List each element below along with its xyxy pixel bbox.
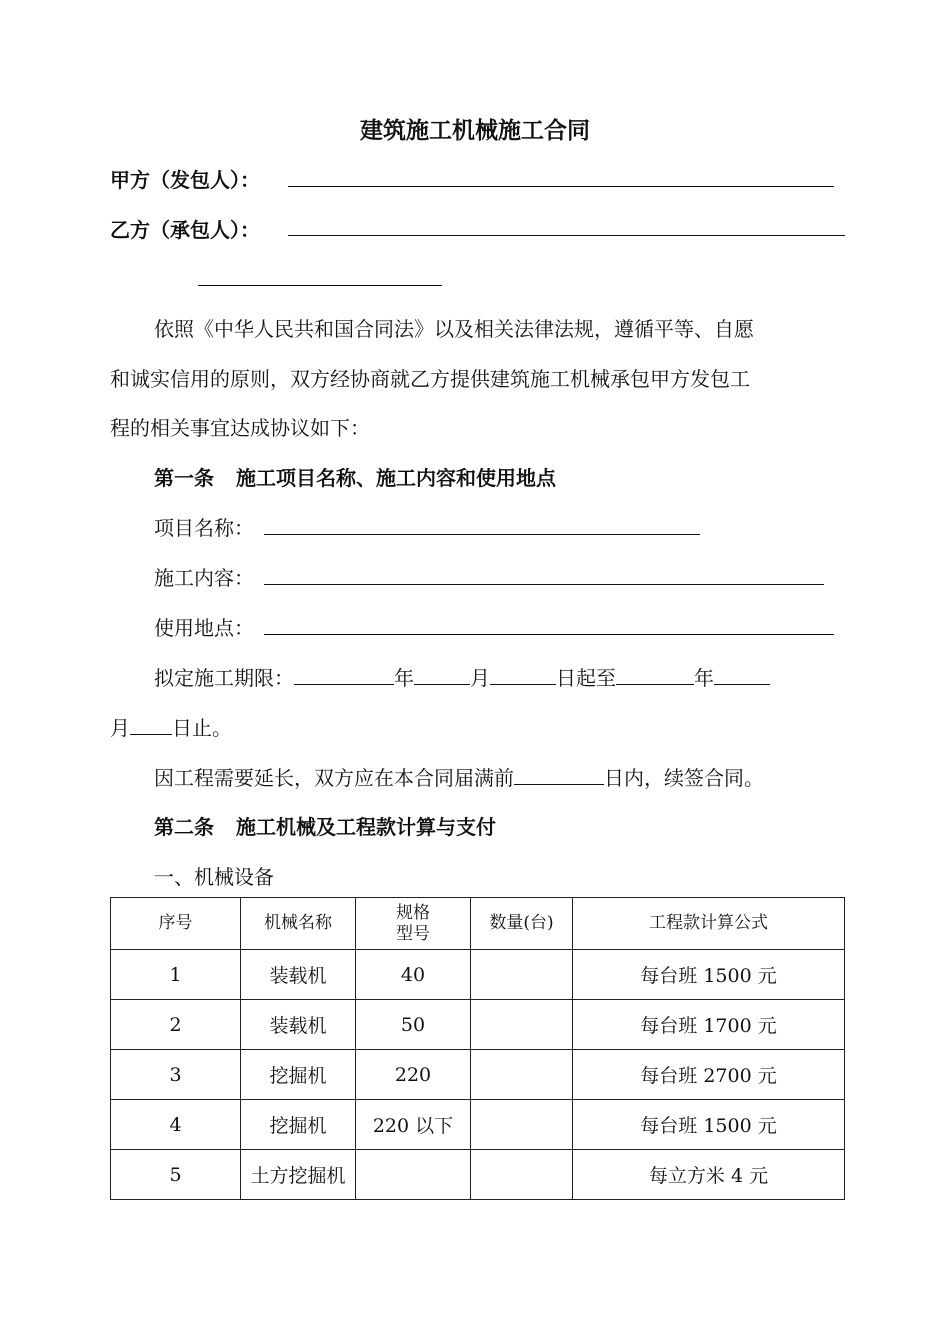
project-name-blank[interactable] [264,534,700,535]
row-no: 5 [111,1150,241,1200]
month-label: 月 [110,716,130,740]
party-b-blank[interactable] [288,235,845,236]
party-a-label: 甲方（发包人）： [110,168,260,192]
project-name-label: 项目名称： [154,516,254,540]
start-year-blank[interactable] [294,664,394,685]
row-spec: 50 [356,1000,471,1050]
row-no: 4 [111,1100,241,1150]
machinery-subsection: 一、机械设备 [154,865,274,889]
end-day-blank[interactable] [130,714,172,735]
row-no: 2 [111,1000,241,1050]
header-formula: 工程款计算公式 [573,898,845,950]
row-name: 挖掘机 [241,1100,356,1150]
row-no: 3 [111,1050,241,1100]
article-2-number: 第二条 [154,815,214,839]
row-qty[interactable] [471,1150,573,1200]
extension-line [154,762,764,791]
row-qty[interactable] [471,1050,573,1100]
article-1-heading [154,462,556,491]
row-qty[interactable] [471,1100,573,1150]
period-line [154,662,770,691]
row-no: 1 [111,950,241,1000]
header-spec-line1: 规格 [396,902,430,923]
intro-line-1: 依照《中华人民共和国合同法》以及相关法律法规，遵循平等、自愿 [154,317,754,341]
row-formula: 每立方米 4 元 [573,1150,845,1200]
end-month-blank[interactable] [714,664,770,685]
row-formula: 每台班 2700 元 [573,1050,845,1100]
party-b-blank-continued[interactable] [198,285,442,286]
row-spec: 220 以下 [356,1100,471,1150]
row-spec [356,1150,471,1200]
month-label: 月 [470,666,490,690]
row-formula: 每台班 1700 元 [573,1000,845,1050]
party-a-blank[interactable] [288,186,834,187]
start-day-blank[interactable] [490,664,556,685]
intro-line-3: 程的相关事宜达成协议如下： [110,416,370,440]
row-name: 挖掘机 [241,1050,356,1100]
header-spec-line2: 型号 [396,923,430,944]
location-label: 使用地点： [154,616,254,640]
period-label: 拟定施工期限： [154,666,294,690]
from-label: 日起至 [556,666,616,690]
article-1-title: 施工项目名称、施工内容和使用地点 [236,466,556,490]
table-header-row [111,898,845,950]
row-qty[interactable] [471,950,573,1000]
start-month-blank[interactable] [414,664,470,685]
end-year-blank[interactable] [616,664,694,685]
row-qty[interactable] [471,1000,573,1050]
table-row [111,1100,845,1150]
content-label: 施工内容： [154,566,254,590]
header-no: 序号 [111,898,241,950]
party-b-label: 乙方（承包人）： [110,218,260,242]
machinery-table [110,897,845,1200]
header-spec [356,898,471,950]
year-label: 年 [694,666,714,690]
location-blank[interactable] [264,634,834,635]
table-row [111,1000,845,1050]
intro-line-2: 和诚实信用的原则，双方经协商就乙方提供建筑施工机械承包甲方发包工 [110,367,750,391]
content-blank[interactable] [264,584,824,585]
table-row [111,950,845,1000]
extension-days-blank[interactable] [514,764,604,785]
article-2-heading [154,811,496,840]
article-2-title: 施工机械及工程款计算与支付 [236,815,496,839]
header-name: 机械名称 [241,898,356,950]
end-label: 日止。 [172,716,232,740]
table-row [111,1050,845,1100]
extension-text: 因工程需要延长，双方应在本合同届满前 [154,766,514,790]
row-name: 装载机 [241,1000,356,1050]
article-1-number: 第一条 [154,466,214,490]
row-name: 土方挖掘机 [241,1150,356,1200]
table-row [111,1150,845,1200]
row-spec: 40 [356,950,471,1000]
row-name: 装载机 [241,950,356,1000]
row-spec: 220 [356,1050,471,1100]
document-title: 建筑施工机械施工合同 [360,118,590,144]
header-qty: 数量(台) [471,898,573,950]
row-formula: 每台班 1500 元 [573,950,845,1000]
row-formula: 每台班 1500 元 [573,1100,845,1150]
extension-text-end: 日内，续签合同。 [604,766,764,790]
year-label: 年 [394,666,414,690]
period-line-continued [110,712,232,741]
